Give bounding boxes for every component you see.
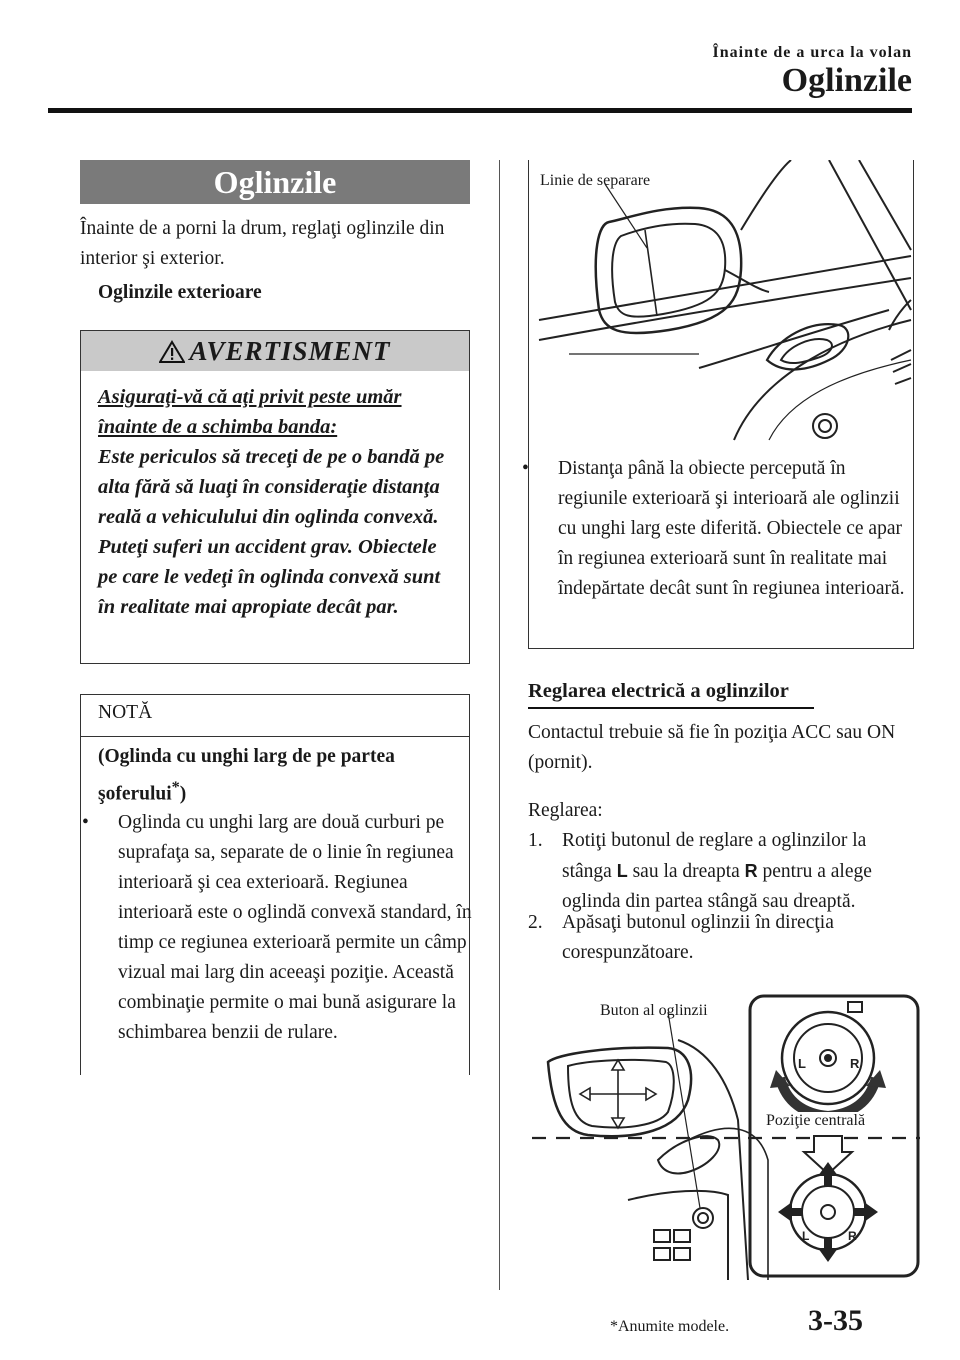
wide-angle-bullet	[522, 454, 918, 604]
note-subtitle-a: (Oglinda cu unghi larg de pe partea şoferului	[98, 746, 395, 805]
section-title: Oglinzile	[80, 160, 470, 204]
note-separator	[80, 736, 470, 737]
note-bullet-text: Oglinda cu unghi larg are două curburi pe suprafaţa sa, separate de o linie în regiunea interioară şi cea exterioară. Regiunea interioară este o oglindă convexă standard, în timp ce regiunea exterioară permite un câmp vizual mai larg din aceeaşi poziţie. Această combinaţie permite o mai bună asigurare la schimbarea benzii de rulare.	[118, 812, 472, 1043]
warning-text	[98, 382, 460, 622]
wide-angle-bullet-text: Distanţa până la obiecte percepută în regiunile exterioară şi interioară ale oglinzii cu unghi larg este diferită. Obiectele ce apar în regiunea exterioară sunt în realitate mai îndepărtate decât sunt în regiunea interioară.	[558, 458, 905, 599]
knob2-r-label: R	[848, 1229, 857, 1243]
ignition-paragraph: Contactul trebuie să fie în poziţia ACC sau ON (pornit).	[528, 722, 896, 773]
warning-title	[81, 331, 469, 371]
subheading-exterior-mirrors: Oglinzile exterioare	[98, 282, 262, 303]
warning-lead-1: Asiguraţi-vă că aţi privit peste umăr	[98, 386, 402, 408]
warning-title-text: AVERTISMENT	[189, 336, 391, 366]
step-2-text-b: corespunzătoare.	[562, 942, 694, 963]
step-2	[528, 908, 914, 968]
note-subtitle-b: )	[179, 783, 187, 805]
knob2-l-label: L	[802, 1229, 810, 1243]
wide-angle-mirror-illustration	[529, 160, 912, 447]
running-header-section: Oglinzile	[781, 62, 912, 99]
step-1-number: 1.	[528, 830, 543, 851]
knob-r-label: R	[850, 1056, 860, 1071]
step-1-text-d: pentru a alege	[762, 861, 872, 882]
figure1-label: Linie de separare	[540, 172, 651, 189]
warning-lead-2: înainte de a schimba banda:	[98, 416, 338, 438]
warning-triangle-icon	[159, 340, 185, 364]
step-1-text-b: stânga	[562, 861, 612, 882]
bullet-mark: •	[82, 812, 89, 833]
step-1-text-a: Rotiţi butonul de reglare a oglinzilor la	[562, 830, 867, 851]
step-1-text-c: sau la dreapta	[632, 861, 740, 882]
r-glyph: R	[744, 861, 758, 881]
footnote: *Anumite modele.	[610, 1318, 730, 1335]
header-rule	[48, 108, 912, 113]
note-subtitle-star: *	[171, 778, 180, 796]
l-glyph: L	[616, 861, 628, 881]
bullet-mark: •	[522, 458, 529, 479]
note-title: NOTĂ	[98, 702, 153, 723]
step-2-number: 2.	[528, 912, 543, 933]
center-position-label: Poziţie centrală	[766, 1112, 866, 1129]
column-divider	[499, 160, 500, 1290]
mirror-switch-illustration	[528, 990, 920, 1280]
page-number: 3-35	[808, 1304, 863, 1337]
electric-adjust-heading: Reglarea electrică a oglinzilor	[528, 680, 789, 702]
mirror-button-label: Buton al oglinzii	[600, 1002, 708, 1019]
note-subtitle	[98, 742, 458, 810]
intro-paragraph: Înainte de a porni la drum, reglaţi oglinzile din interior şi exterior.	[80, 218, 445, 269]
adjust-label: Reglarea:	[528, 800, 603, 821]
knob-l-label: L	[798, 1056, 806, 1071]
step-1-text-e: oglinda din partea stângă sau dreaptă.	[562, 891, 856, 912]
step-2-text-a: Apăsaţi butonul oglinzii în direcţia	[562, 912, 834, 933]
heading-underline	[528, 707, 814, 709]
running-header-breadcrumb: Înainte de a urca la volan	[712, 44, 912, 61]
note-bullet	[82, 808, 474, 1048]
step-1	[528, 826, 914, 917]
warning-body: Este periculos să treceţi de pe o bandă pe alta fără să luaţi în consideraţie distanţa reală a vehiculului din oglinda convexă. Puteţi suferi un accident grav. Obiectele pe care le vedeţi în oglinda convexă sunt în realitate mai apropiate decât par.	[98, 446, 445, 618]
